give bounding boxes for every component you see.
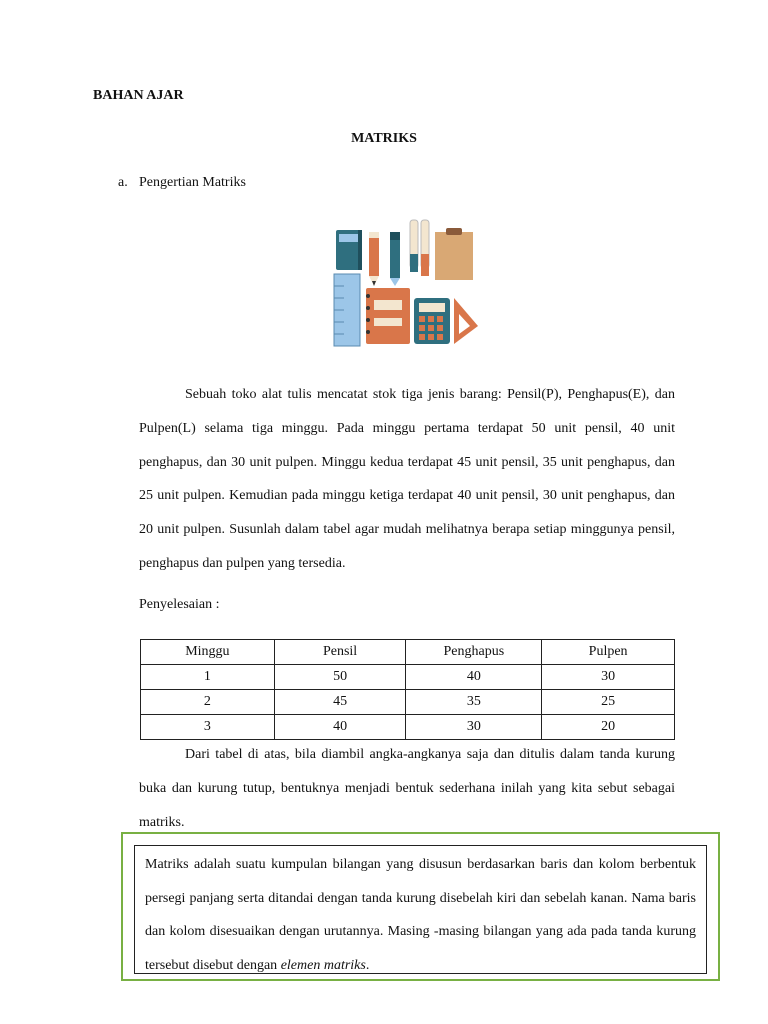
spiral-notebook-icon bbox=[366, 288, 410, 344]
table-cell: 30 bbox=[406, 715, 542, 740]
notebook-icon bbox=[336, 230, 362, 270]
pencil-icon bbox=[369, 232, 379, 286]
table-row bbox=[141, 715, 675, 740]
table-header-row bbox=[141, 640, 675, 665]
set-square-icon bbox=[454, 298, 478, 344]
table-cell: 30 bbox=[542, 665, 675, 690]
clipboard-icon bbox=[435, 228, 473, 280]
section-heading bbox=[118, 175, 246, 191]
table-row bbox=[141, 690, 675, 715]
table-cell: 35 bbox=[406, 690, 542, 715]
stationery-illustration bbox=[330, 214, 480, 354]
pen-icon bbox=[390, 232, 400, 286]
header-minggu: Minggu bbox=[141, 640, 275, 665]
document-title: MATRIKS bbox=[351, 131, 417, 146]
header-pulpen: Pulpen bbox=[542, 640, 675, 665]
ruler-icon bbox=[334, 274, 360, 346]
table-cell: 50 bbox=[274, 665, 406, 690]
marker-icon bbox=[410, 220, 429, 276]
definition-text: Matriks adalah suatu kumpulan bilangan yang disusun berdasarkan baris dan kolom berbentuk persegi panjang serta ditandai dengan tanda kurung disebelah kiri dan sebelah kanan. Nama baris dan kolom disesuaikan dengan urutannya. Masing -masing bilangan yang ada pada tanda kurung tersebut disebut dengan bbox=[145, 857, 696, 973]
definition-end: . bbox=[365, 957, 370, 973]
table-cell: 3 bbox=[141, 715, 275, 740]
header-pensil: Pensil bbox=[274, 640, 406, 665]
table-cell: 2 bbox=[141, 690, 275, 715]
calculator-icon bbox=[414, 298, 450, 344]
header-penghapus: Penghapus bbox=[406, 640, 542, 665]
table-cell: 40 bbox=[406, 665, 542, 690]
document-label: BAHAN AJAR bbox=[93, 88, 184, 103]
definition-term: elemen matriks bbox=[280, 957, 366, 973]
section-title: Pengertian Matriks bbox=[139, 175, 246, 190]
table-cell: 45 bbox=[274, 690, 406, 715]
explanation-paragraph: Dari tabel di atas, bila diambil angka-angkanya saja dan ditulis dalam tanda kurung buka dan kurung tutup, bentuknya menjadi bentuk sederhana inilah yang kita sebut sebagai matriks. bbox=[139, 747, 675, 830]
problem-paragraph: Sebuah toko alat tulis mencatat stok tiga jenis barang: Pensil(P), Penghapus(E), dan Pulpen(L) selama tiga minggu. Pada minggu pertama terdapat 50 unit pensil, 40 unit penghapus, dan 30 unit pulpen. Minggu kedua terdapat 45 unit pensil, 35 unit penghapus, dan 25 unit pulpen. Kemudian pada minggu ketiga terdapat 40 unit pensil, 30 unit penghapus, dan 20 unit pulpen. Susunlah dalam tabel agar mudah melihatnya berapa setiap minggunya pensil, penghapus dan pulpen yang tersedia. bbox=[139, 387, 675, 571]
table-cell: 40 bbox=[274, 715, 406, 740]
table-cell: 25 bbox=[542, 690, 675, 715]
stock-table bbox=[140, 639, 675, 740]
table-cell: 1 bbox=[141, 665, 275, 690]
definition-box bbox=[134, 845, 707, 974]
table-row bbox=[141, 665, 675, 690]
solution-label: Penyelesaian : bbox=[139, 597, 220, 612]
section-number: a. bbox=[118, 175, 128, 190]
table-cell: 20 bbox=[542, 715, 675, 740]
